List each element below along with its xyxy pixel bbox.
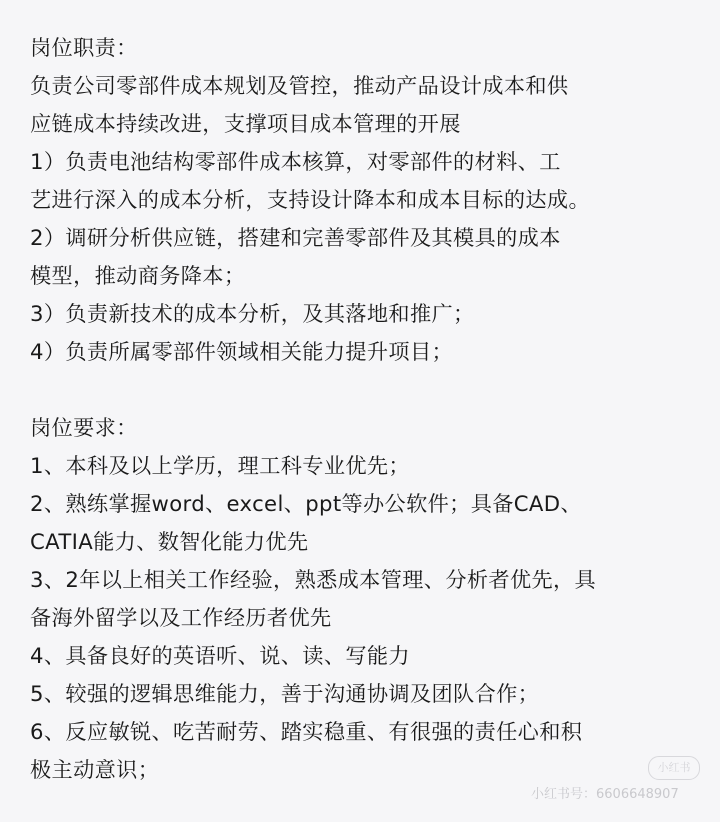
duties-line: 应链成本持续改进，支撑项目成本管理的开展 [30, 111, 461, 136]
duties-heading: 岗位职责： [30, 35, 138, 60]
requirements-line: 6、反应敏锐、吃苦耐劳、踏实稳重、有很强的责任心和积 [30, 719, 583, 744]
requirements-line: 3、2年以上相关工作经验，熟悉成本管理、分析者优先，具 [30, 567, 597, 592]
duties-line: 4）负责所属零部件领域相关能力提升项目； [30, 339, 454, 364]
duties-line: 艺进行深入的成本分析，支持设计降本和成本目标的达成。 [30, 187, 590, 212]
duties-line: 负责公司零部件成本规划及管控，推动产品设计成本和供 [30, 73, 569, 98]
watermark-logo: 小红书 [648, 756, 700, 780]
requirements-line: CATIA能力、数智化能力优先 [30, 529, 309, 554]
requirements-line: 4、具备良好的英语听、说、读、写能力 [30, 643, 410, 668]
duties-line: 模型，推动商务降本； [30, 263, 246, 288]
requirements-heading: 岗位要求： [30, 415, 138, 440]
requirements-line: 5、较强的逻辑思维能力，善于沟通协调及团队合作； [30, 681, 540, 706]
watermark-id: 小红书号：6606648907 [531, 787, 679, 802]
duties-line: 3）负责新技术的成本分析，及其落地和推广； [30, 301, 475, 326]
requirements-line: 1、本科及以上学历，理工科专业优先； [30, 453, 410, 478]
requirements-line: 2、熟练掌握word、excel、ppt等办公软件；具备CAD、 [30, 491, 582, 516]
requirements-line: 极主动意识； [30, 757, 160, 782]
requirements-line: 备海外留学以及工作经历者优先 [30, 605, 332, 630]
duties-line: 1）负责电池结构零部件成本核算，对零部件的材料、工 [30, 149, 561, 174]
duties-line: 2）调研分析供应链，搭建和完善零部件及其模具的成本 [30, 225, 561, 250]
